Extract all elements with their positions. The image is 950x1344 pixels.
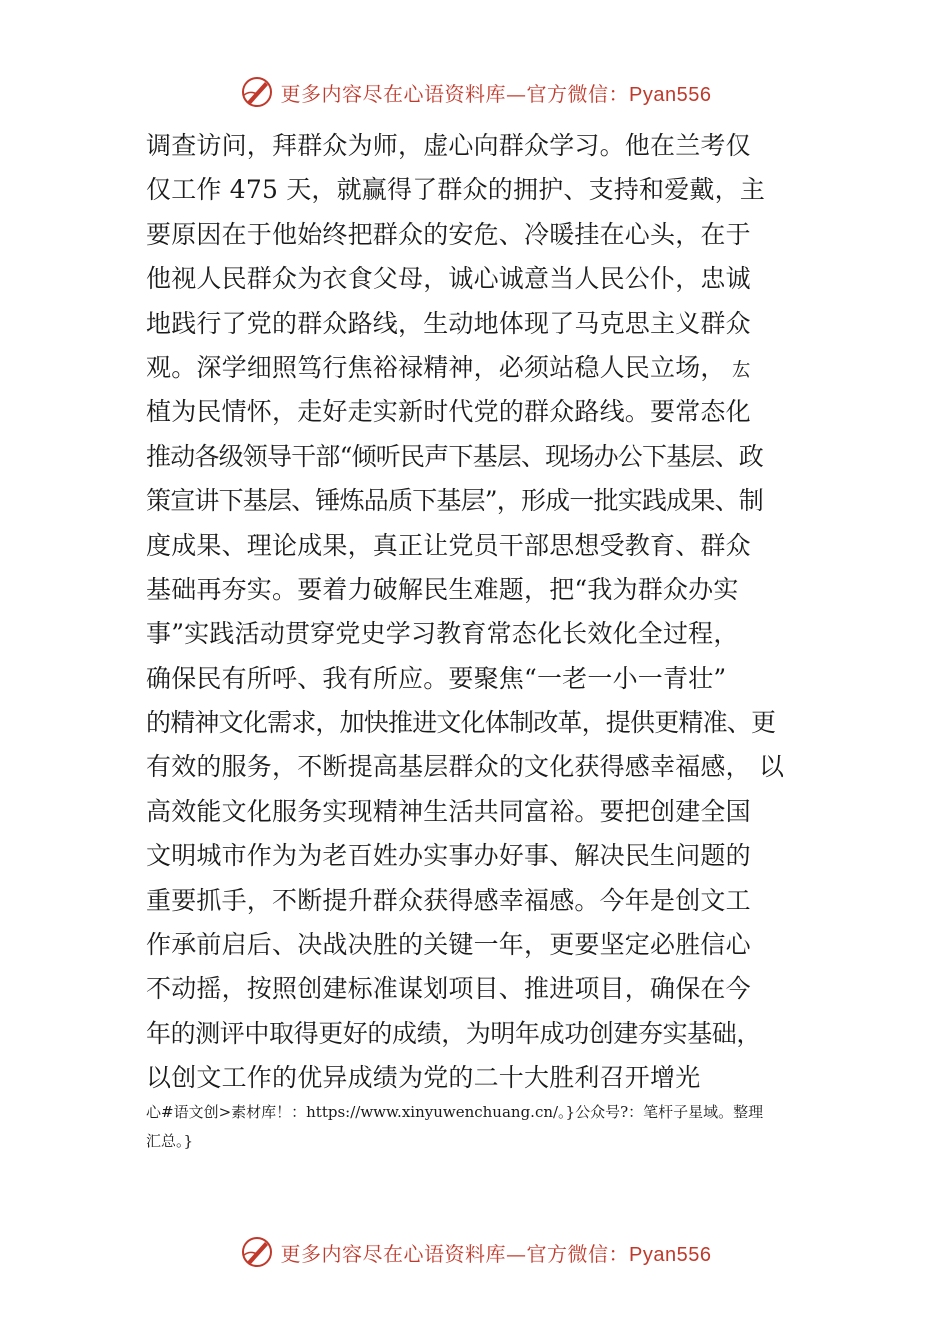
body-line: 年的测评中取得更好的成绩，为明年成功创建夯实基础， xyxy=(146,1018,762,1048)
body-line: 基础再夯实。要着力破解民生难题，把“我为群众办实 xyxy=(146,574,739,604)
body-line: 确保民有所呼、我有所应。要聚焦“一老一小一青壮” xyxy=(146,663,727,693)
body-line: 仅工作 475 天，就赢得了群众的拥护、支持和爱戴，主 xyxy=(146,175,766,205)
body-line: 不动摇，按照创建标准谋划项目、推进项目，确保在今 xyxy=(146,974,751,1004)
footnote-line: 汇总。} xyxy=(146,1132,194,1150)
header-banner-text: 更多内容尽在心语资料库—官方微信：Pyan556 xyxy=(280,81,712,106)
body-line: 推动各级领导干部“倾听民声下基层、现场办公下基层、政 xyxy=(146,441,763,471)
body-line: 的精神文化需求，加快推进文化体制改革，提供更精准、更 xyxy=(146,708,776,738)
quill-pen-logo-icon xyxy=(239,74,275,110)
body-text xyxy=(146,124,822,1101)
body-line: 要原因在于他始终把群众的安危、冷暖挂在心头，在于 xyxy=(146,219,751,249)
body-line: 调查访问，拜群众为师，虚心向群众学习。他在兰考仅 xyxy=(146,131,751,160)
body-line: 有效的服务，不断提高基层群众的文化获得感幸福感， 以 xyxy=(146,752,785,782)
quill-pen-logo-icon xyxy=(239,1234,275,1270)
body-line: 度成果、理论成果，真正让党员干部思想受教育、群众 xyxy=(146,530,751,560)
body-line: 事”实践活动贯穿党史学习教育常态化长效化全过程， xyxy=(146,619,739,649)
body-line: 作承前启后、决战决胜的关键一年，更要坚定必胜信心 xyxy=(146,930,751,960)
body-line: 他视人民群众为衣食父母，诚心诚意当人民公仆，忠诚 xyxy=(146,264,751,294)
inline-glyph: 厷 xyxy=(731,358,751,381)
header-banner xyxy=(0,70,950,114)
footer-banner xyxy=(0,1230,950,1274)
footer-banner-handle: Pyan556 xyxy=(629,1243,712,1266)
body-line-with-glyph: 观。深学细照笃行焦裕禄精神，必须站稳人民立场， 厷 xyxy=(146,352,751,382)
body-line: 植为民情怀，走好走实新时代党的群众路线。要常态化 xyxy=(146,397,751,427)
source-footnote xyxy=(146,1098,826,1156)
header-banner-handle: Pyan556 xyxy=(629,83,712,106)
body-line: 高效能文化服务实现精神生活共同富裕。要把创建全国 xyxy=(146,796,751,826)
body-line: 重要抓手，不断提升群众获得感幸福感。今年是创文工 xyxy=(146,885,751,915)
body-line: 策宣讲下基层、锤炼品质下基层”，形成一批实践成果、制 xyxy=(146,486,763,516)
body-line: 文明城市作为为老百姓办实事办好事、解决民生问题的 xyxy=(146,841,751,871)
footnote-line: 心#语文创>素材库！：https://www.xinyuwenchuang.cn/。}公众号?：笔杆子星域。整理 xyxy=(146,1103,764,1121)
body-line: 以创文工作的优异成绩为党的二十大胜利召开增光 xyxy=(146,1063,701,1093)
body-line: 地践行了党的群众路线，生动地体现了马克思主义群众 xyxy=(146,308,751,338)
footer-banner-text: 更多内容尽在心语资料库—官方微信：Pyan556 xyxy=(280,1241,712,1266)
